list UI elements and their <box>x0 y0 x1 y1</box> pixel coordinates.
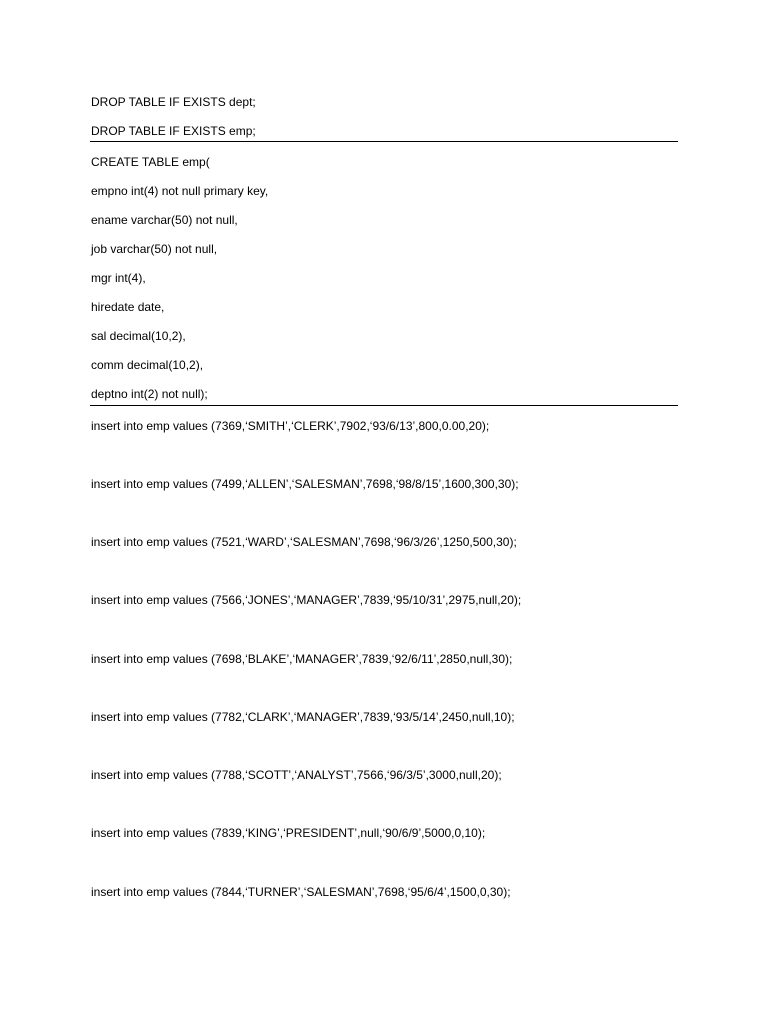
create-table-line: sal decimal(10,2), <box>91 329 186 343</box>
insert-statement: insert into emp values (7788,‘SCOTT’,‘ANALYST’,7566,‘96/3/5’,3000,null,20); <box>91 768 502 782</box>
insert-statement: insert into emp values (7566,‘JONES’,‘MANAGER’,7839,‘95/10/31’,2975,null,20); <box>91 593 522 607</box>
drop-dept-statement: DROP TABLE IF EXISTS dept; <box>91 95 256 109</box>
insert-statement: insert into emp values (7698,‘BLAKE’,‘MANAGER’,7839,‘92/6/11’,2850,null,30); <box>91 652 513 666</box>
create-table-line: mgr int(4), <box>91 271 146 285</box>
create-table-line: empno int(4) not null primary key, <box>91 184 269 198</box>
insert-statement: insert into emp values (7369,‘SMITH’,‘CLERK’,7902,‘93/6/13’,800,0.00,20); <box>91 419 490 433</box>
section-divider <box>90 141 678 142</box>
insert-statement: insert into emp values (7521,‘WARD’,‘SALESMAN’,7698,‘96/3/26’,1250,500,30); <box>91 535 517 549</box>
create-table-line: hiredate date, <box>91 300 165 314</box>
section-divider <box>90 405 678 406</box>
insert-statement: insert into emp values (7839,‘KING’,‘PRESIDENT’,null,‘90/6/9’,5000,0,10); <box>91 826 486 840</box>
create-table-line: CREATE TABLE emp( <box>91 155 210 169</box>
insert-statement: insert into emp values (7844,‘TURNER’,‘SALESMAN’,7698,‘95/6/4’,1500,0,30); <box>91 885 511 899</box>
create-table-line: deptno int(2) not null); <box>91 387 208 401</box>
create-table-line: comm decimal(10,2), <box>91 358 204 372</box>
insert-statement: insert into emp values (7499,‘ALLEN’,‘SALESMAN’,7698,‘98/8/15’,1600,300,30); <box>91 477 519 491</box>
insert-statement: insert into emp values (7782,‘CLARK’,‘MANAGER’,7839,‘93/5/14’,2450,null,10); <box>91 710 515 724</box>
create-table-line: ename varchar(50) not null, <box>91 213 238 227</box>
drop-emp-statement: DROP TABLE IF EXISTS emp; <box>91 124 256 138</box>
create-table-line: job varchar(50) not null, <box>91 242 218 256</box>
